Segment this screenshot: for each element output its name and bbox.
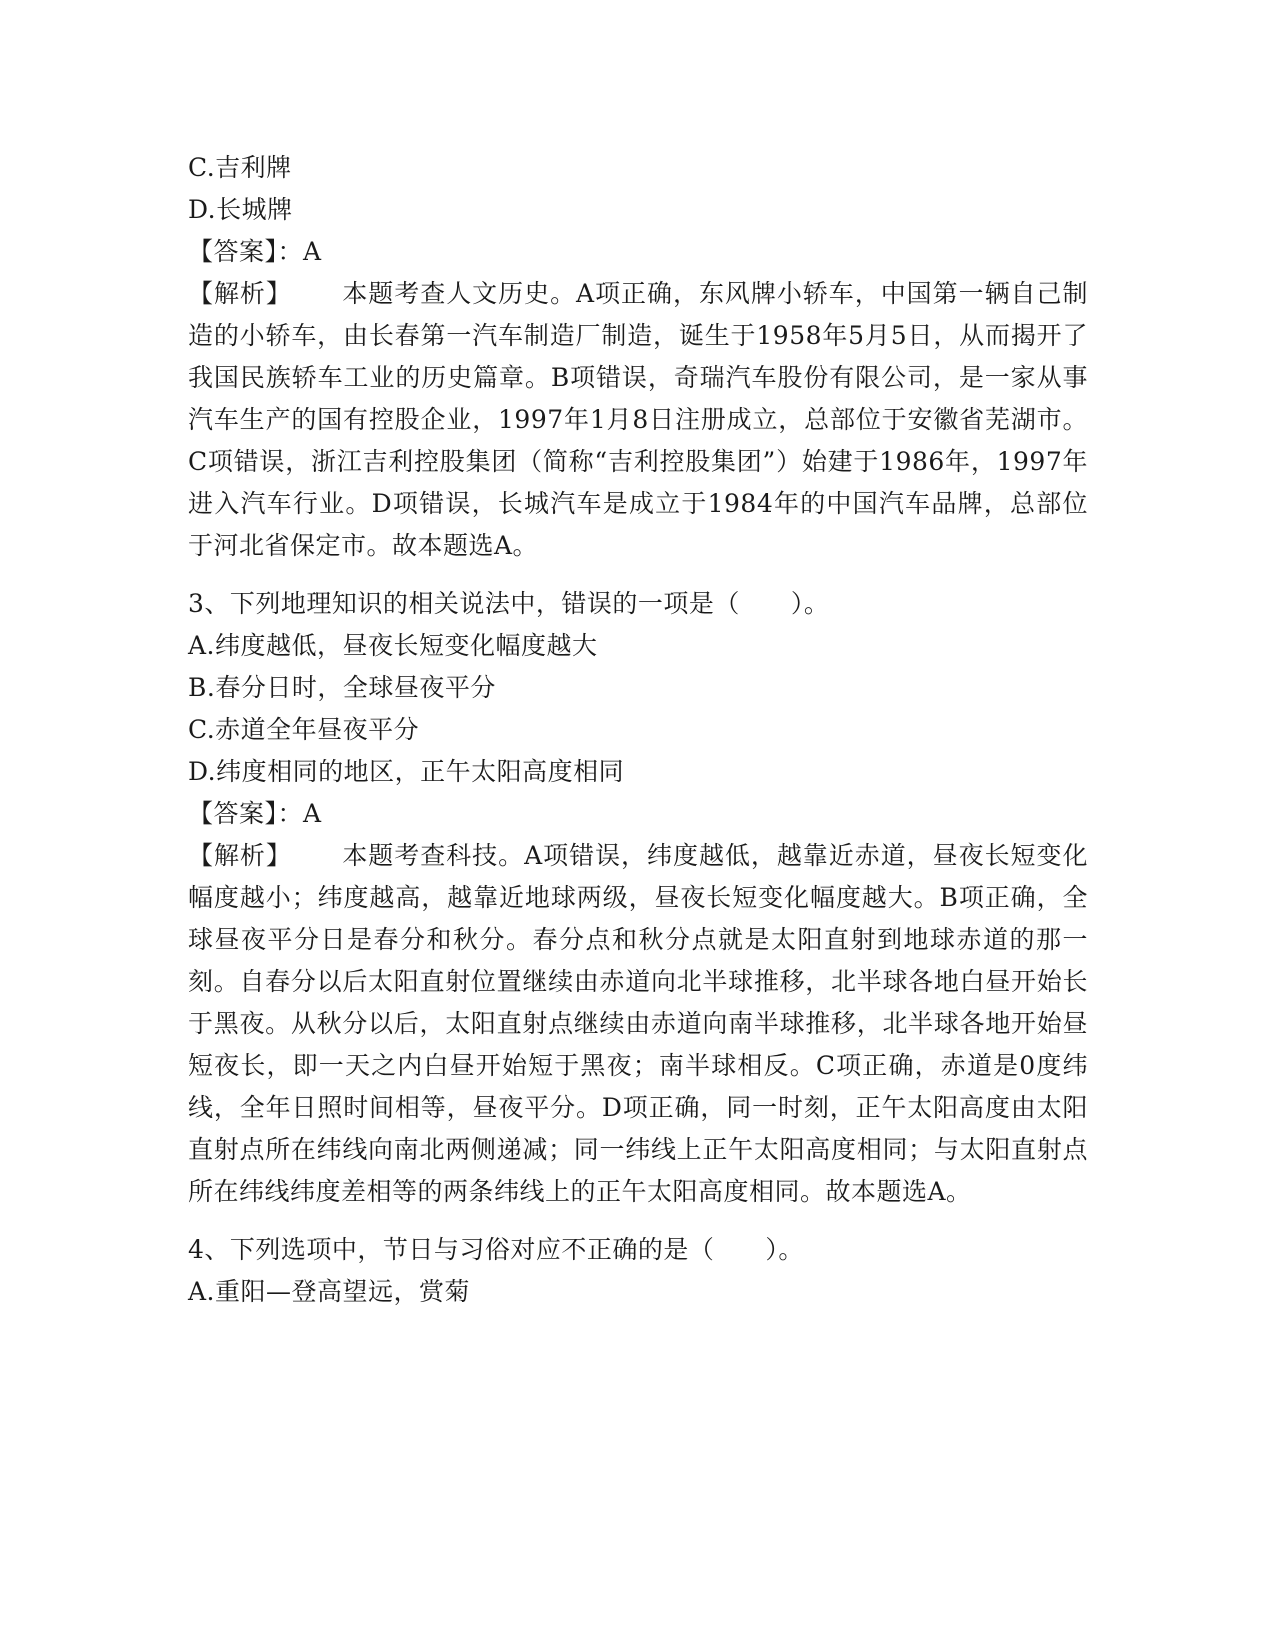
- question-2-block: [188, 147, 1088, 567]
- analysis-label: 【解析】: [188, 841, 292, 870]
- option-d: D.长城牌: [188, 195, 293, 224]
- analysis-label: 【解析】: [188, 279, 292, 308]
- answer-line: 【答案】：A: [188, 799, 322, 828]
- analysis-text: 本题考查人文历史。A项正确，东风牌小轿车，中国第一辆自己制造的小轿车，由长春第一汽车制造厂制造，诞生于1958年5月5日，从而揭开了我国民族轿车工业的历史篇章。B项错误，奇瑞汽车股份有限公司，是一家从事汽车生产的国有控股企业，1997年1月8日注册成立，总部位于安徽省芜湖市。C项错误，浙江吉利控股集团（简称“吉利控股集团”）始建于1986年，1997年进入汽车行业。D项错误，长城汽车是成立于1984年的中国汽车品牌，总部位于河北省保定市。故本题选A。: [188, 279, 1088, 560]
- question-3-block: [188, 583, 1088, 1213]
- option-c: C.吉利牌: [188, 153, 292, 182]
- question-text: 4、下列选项中，节日与习俗对应不正确的是（ ）。: [188, 1235, 804, 1264]
- option-d: D.纬度相同的地区，正午太阳高度相同: [188, 757, 625, 786]
- document-content: [188, 147, 1088, 1313]
- analysis-paragraph: [188, 273, 1088, 567]
- question-text: 3、下列地理知识的相关说法中，错误的一项是（ ）。: [188, 589, 830, 618]
- question-spacer: [188, 567, 1088, 583]
- analysis-text: 本题考查科技。A项错误，纬度越低，越靠近赤道，昼夜长短变化幅度越小；纬度越高，越靠近地球两级，昼夜长短变化幅度越大。B项正确，全球昼夜平分日是春分和秋分。春分点和秋分点就是太阳直射到地球赤道的那一刻。自春分以后太阳直射位置继续由赤道向北半球推移，北半球各地白昼开始长于黑夜。从秋分以后，太阳直射点继续由赤道向南半球推移，北半球各地开始昼短夜长，即一天之内白昼开始短于黑夜；南半球相反。C项正确，赤道是0度纬线，全年日照时间相等，昼夜平分。D项正确，同一时刻，正午太阳高度由太阳直射点所在纬线向南北两侧递减；同一纬线上正午太阳高度相同；与太阳直射点所在纬线纬度差相等的两条纬线上的正午太阳高度相同。故本题选A。: [188, 841, 1088, 1206]
- analysis-paragraph: [188, 835, 1088, 1213]
- option-a: A.纬度越低，昼夜长短变化幅度越大: [188, 631, 598, 660]
- option-b: B.春分日时，全球昼夜平分: [188, 673, 496, 702]
- option-a: A.重阳—登高望远，赏菊: [188, 1277, 471, 1306]
- answer-line: 【答案】：A: [188, 237, 322, 266]
- question-spacer: [188, 1213, 1088, 1229]
- question-4-block: [188, 1229, 1088, 1313]
- option-c: C.赤道全年昼夜平分: [188, 715, 420, 744]
